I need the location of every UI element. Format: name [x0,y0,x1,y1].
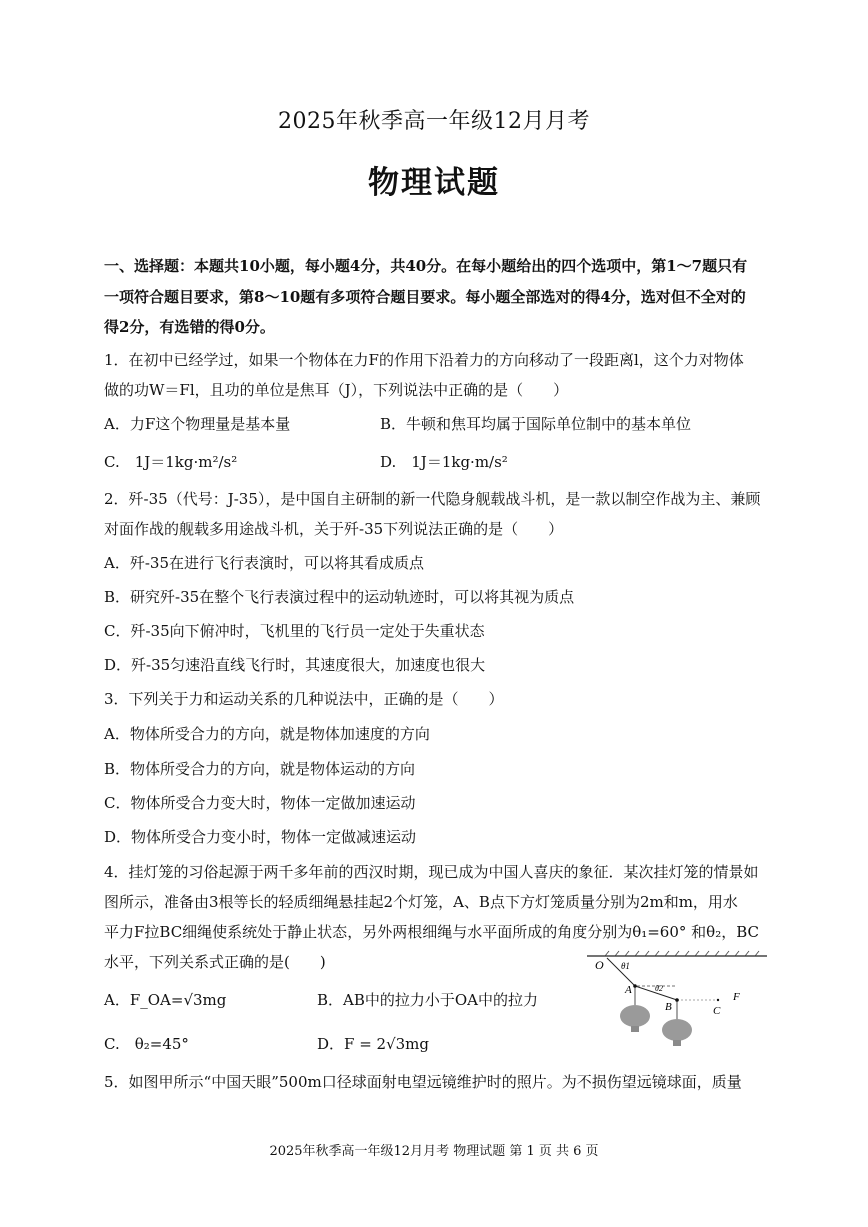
q2-option-c: C．歼-35向下俯冲时，飞机里的飞行员一定处于失重状态 [104,622,485,640]
q4-option-c: C. θ₂=45° [104,1035,189,1053]
q3-stem: 3．下列关于力和运动关系的几种说法中，正确的是（ ） [104,690,504,708]
q4-option-b: B．AB中的拉力小于OA中的拉力 [317,991,539,1009]
ceiling-line [587,951,767,956]
q4-option-d: D．F = 2√3mg [317,1035,430,1053]
q2-option-d: D．歼-35匀速沿直线飞行时，其速度很大，加速度也很大 [104,656,486,674]
point-a [633,984,637,988]
subject-title: 物理试题 [368,165,500,201]
lantern-b [662,1019,692,1041]
q1-stem-line-1: 1．在初中已经学过，如果一个物体在力F的作用下沿着力的方向移动了一段距离l，这个力对物体 [104,351,744,369]
q1-option-b: B．牛顿和焦耳均属于国际单位制中的基本单位 [380,415,692,433]
lantern-b-tassel [673,1040,681,1046]
label-f: F [733,991,740,1003]
q4-lantern-figure [585,950,770,1055]
q3-option-a: A．物体所受合力的方向，就是物体加速度的方向 [104,725,430,743]
point-c [717,999,719,1001]
q4-stem-line-3: 平力F拉BC细绳使系统处于静止状态，另外两根细绳与水平面所成的角度分别为θ₁=60° 和θ₂，BC [104,923,759,941]
q4-option-a: A．F_OA=√3mg [104,991,227,1009]
q5-stem-line-1: 5．如图甲所示“中国天眼”500m口径球面射电望远镜维护时的照片。为不损伤望远镜球面，质量 [104,1073,742,1091]
q3-option-c: C．物体所受合力变大时，物体一定做加速运动 [104,794,416,812]
q4-stem-line-1: 4．挂灯笼的习俗起源于两千多年前的西汉时期，现已成为中国人喜庆的象征．某次挂灯笼的情景如 [104,863,759,881]
label-a: A [625,984,632,996]
q2-stem-line-2: 对面作战的舰载多用途战斗机，关于歼-35下列说法正确的是（ ） [104,520,564,538]
section-intro-line-2: 一项符合题目要求，第8～10题有多项符合题目要求。每小题全部选对的得4分，选对但不全对的 [104,288,746,306]
q2-option-b: B．研究歼-35在整个飞行表演过程中的运动轨迹时，可以将其视为质点 [104,588,575,606]
exam-title: 2025年秋季高一年级12月月考 [278,109,590,134]
label-b: B [665,1001,672,1013]
q3-option-d: D．物体所受合力变小时，物体一定做减速运动 [104,828,417,846]
page-footer: 2025年秋季高一年级12月月考 物理试题 第 1 页 共 6 页 [269,1144,599,1159]
section-intro-line-1: 一、选择题：本题共10小题，每小题4分，共40分。在每小题给出的四个选项中，第1～7题只有 [104,257,748,275]
q2-stem-line-1: 2．歼-35（代号：J-35），是中国自主研制的新一代隐身舰载战斗机，是一款以制空作战为主、兼顾 [104,490,761,508]
q1-option-a: A．力F这个物理量是基本量 [104,415,291,433]
q3-option-b: B．物体所受合力的方向，就是物体运动的方向 [104,760,416,778]
label-c: C [713,1005,721,1017]
q1-option-c: C. 1J＝1kg·m²/s² [104,453,238,471]
lantern-a-tassel [631,1026,639,1032]
q4-stem-line-2: 图所示，准备由3根等长的轻质细绳悬挂起2个灯笼，A、B点下方灯笼质量分别为2m和m，用水 [104,893,738,911]
point-b [675,998,679,1002]
section-intro-line-3: 得2分，有选错的得0分。 [104,318,275,336]
q2-option-a: A．歼-35在进行飞行表演时，可以将其看成质点 [104,554,424,572]
q1-stem-line-2: 做的功W＝Fl，且功的单位是焦耳（J），下列说法中正确的是（ ） [104,381,569,399]
label-theta1: θ1 [621,961,630,971]
label-o: O [595,958,604,972]
q1-option-d: D. 1J＝1kg·m/s² [380,453,508,471]
q4-stem-line-4: 水平，下列关系式正确的是( ) [104,953,326,971]
lantern-a [620,1005,650,1027]
label-theta2: θ2 [655,984,663,993]
